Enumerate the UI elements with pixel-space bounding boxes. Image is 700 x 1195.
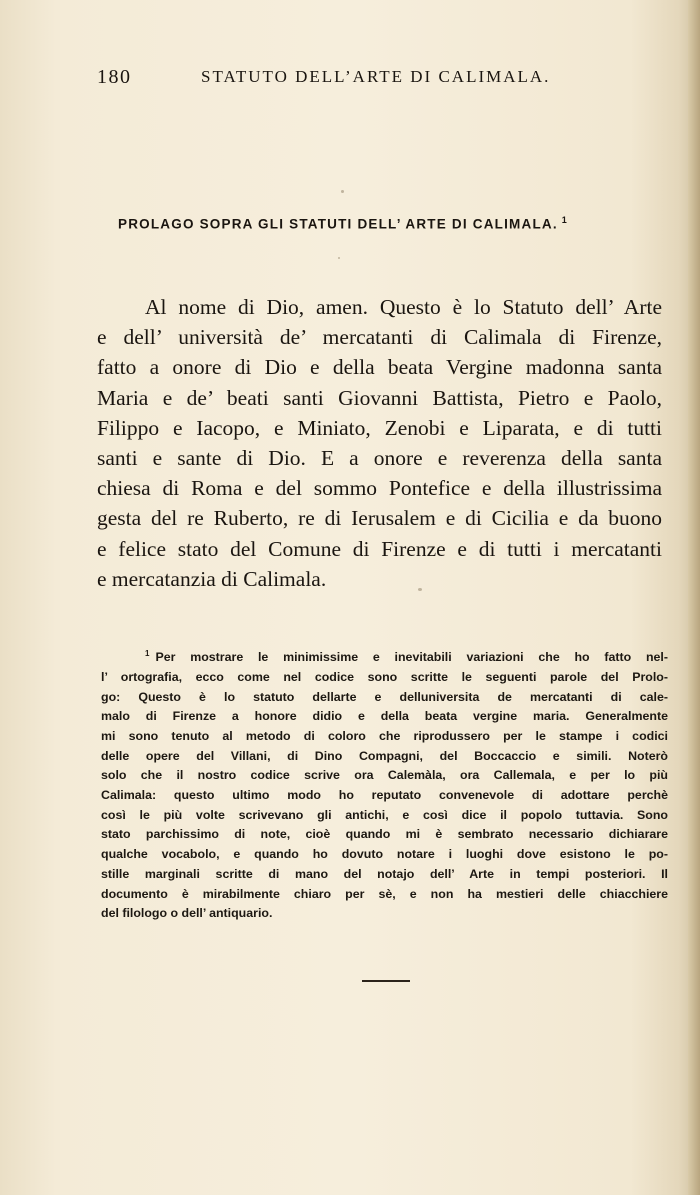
paper-speck [418, 588, 422, 591]
footnote-line: del filologo o dell’ antiquario. [101, 906, 273, 921]
page-number: 180 [97, 66, 132, 88]
body-line: Filippo e Iacopo, e Miniato, Zenobi e Liparata, e di tutti [97, 415, 662, 440]
footnote-line: malo di Firenze a honore didio e della beata vergine maria. Generalmente [101, 709, 668, 724]
paper-speck [338, 257, 340, 259]
footnote [101, 644, 668, 924]
footnote-line: documento è mirabilmente chiaro per sè, e non ha mestieri delle chiacchiere [101, 886, 668, 901]
footnote-line: stato parchissimo di note, cioè quando mi è sembrato necessario dichiarare [101, 827, 668, 842]
body-line: fatto a onore di Dio e della beata Vergine madonna santa [97, 355, 662, 380]
body-line: chiesa di Roma e del sommo Pontefice e della illustrissima [97, 476, 662, 501]
end-rule [362, 980, 410, 982]
body-line: Al nome di Dio, amen. Questo è lo Statuto dell’ Arte [145, 295, 662, 319]
body-line: e mercatanzia di Calimala. [97, 566, 327, 591]
section-heading-text: PROLAGO SOPRA GLI STATUTI DELL’ ARTE DI CALIMALA. [118, 216, 558, 232]
footnote-line: go: Questo è lo statuto dellarte e delluniversita de mercatanti di cale- [101, 689, 668, 704]
footnote-line: delle opere del Villani, di Dino Compagni, del Boccaccio e simili. Noterò [101, 748, 668, 763]
footnote-line: qualche vocabolo, e quando ho dovuto notare i luoghi dove esistono le po- [101, 847, 668, 862]
footnote-reference: 1 [561, 215, 569, 225]
footnote-line: Calimala: questo ultimo modo ho reputato convenevole di adottare perchè [101, 788, 668, 803]
footnote-line-text: Per mostrare le minimissime e inevitabili variazioni che ho fatto nel- [155, 650, 668, 665]
paper-speck [341, 190, 344, 193]
body-line: Maria e de’ beati santi Giovanni Battista, Pietro e Paolo, [97, 385, 662, 410]
footnote-line: solo che il nostro codice scrive ora Calemàla, ora Callemala, e per lo più [101, 768, 668, 783]
footnote-line [101, 644, 668, 668]
page-edge-shadow [688, 0, 700, 1195]
body-line: e felice stato del Comune di Firenze e di tutti i mercatanti [97, 536, 662, 561]
footnote-line: mi sono tenuto al metodo di coloro che riprodussero per le stampe i codici [101, 728, 668, 743]
running-header [97, 66, 557, 92]
body-line: gesta del re Ruberto, re di Ierusalem e di Cicilia e da buono [97, 506, 662, 531]
statute-paragraph [97, 292, 662, 594]
footnote-line: stille marginali scritte di mano del notajo dell’ Arte in tempi posteriori. Il [101, 866, 668, 881]
footnote-marker: 1 [145, 649, 150, 658]
footnote-line: così le più volte scrivevano gli antichi, e così dice il popolo tuttavia. Sono [101, 807, 668, 822]
body-line: santi e sante di Dio. E a onore e reverenza della santa [97, 446, 662, 471]
running-title: STATUTO DELL’ARTE DI CALIMALA. [201, 67, 551, 86]
footnote-line: l’ ortografia, ecco come nel codice sono scritte le seguenti parole del Prolo- [101, 669, 668, 684]
section-heading [118, 215, 638, 232]
body-line: e dell’ università de’ mercatanti di Calimala di Firenze, [97, 325, 662, 350]
